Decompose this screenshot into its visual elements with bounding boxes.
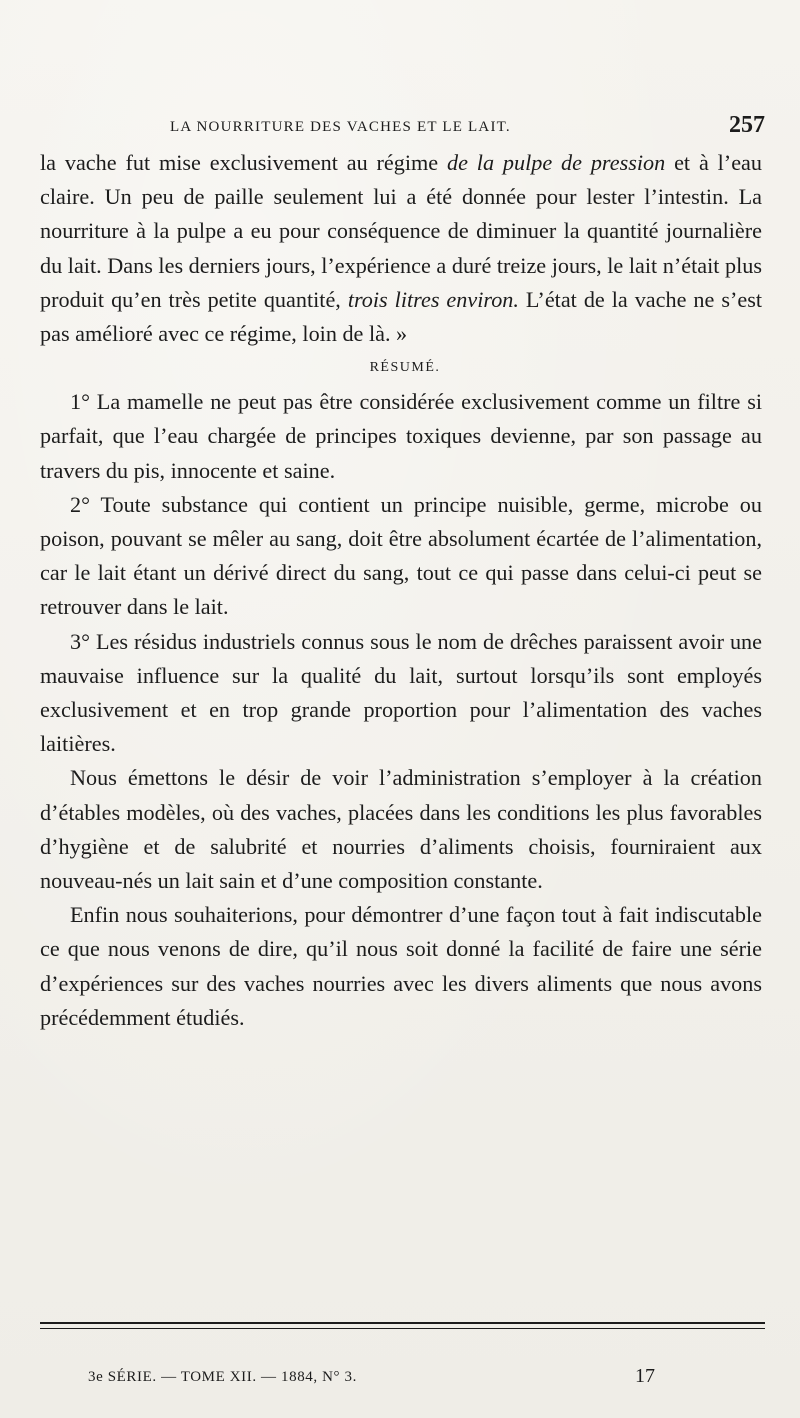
summary-point-1: 1° La mamelle ne peut pas être considérée exclusivement comme un filtre si parfait, que l’eau chargée de principes toxiques devienne, par son passage au travers du pis, innocente et saine. bbox=[40, 389, 762, 483]
intro-text-1: la vache fut mise exclusivement au régime bbox=[40, 150, 447, 175]
body-text bbox=[40, 146, 762, 1035]
series-info: 3e SÉRIE. — TOME XII. — 1884, N° 3. bbox=[88, 1369, 357, 1385]
intro-text-3: L’état de la vache ne s’est pas amélioré avec ce régime, loin de là. » bbox=[40, 286, 763, 347]
end-rule-thin bbox=[40, 1328, 765, 1329]
intro-italic-1: de la pulpe de pression bbox=[446, 150, 666, 175]
running-head bbox=[40, 112, 765, 141]
signature-mark: 17 bbox=[635, 1365, 655, 1387]
closing-paragraph-1: Nous émettons le désir de voir l’administration s’employer à la création d’étables modèles, où des vaches, placées dans les conditions les plus favorables d’hygiène et de salubrité et nourries d’aliments choisis, fourniraient aux nouveau-nés un lait sain et d’une composition constante. bbox=[40, 765, 762, 894]
running-title: LA NOURRITURE DES VACHES ET LE LAIT. bbox=[170, 119, 511, 135]
summary-point-2: 2° Toute substance qui contient un principe nuisible, germe, microbe ou poison, pouvant se mêler au sang, doit être absolument écartée de l’alimentation, car le lait étant un dérivé direct du sang, tout ce qui passe dans celui-ci peut se retrouver dans le lait. bbox=[40, 491, 762, 620]
intro-text-2: et à l’eau claire. Un peu de paille seulement lui a été donnée pour lester l’intestin. La nourriture à la pulpe a eu pour conséquence de diminuer la quantité journalière du lait. Dans les derniers jours, l’expérience a duré treize jours, le lait n’était plus produit qu’en très petite quantité, bbox=[40, 150, 762, 312]
closing-paragraph-2: Enfin nous souhaiterions, pour démontrer d’une façon tout à fait indiscutable ce que nous venons de dire, qu’il nous soit donné la facilité de faire une série d’expériences sur des vaches nourries avec les divers aliments que nous avons précédemment étudiés. bbox=[40, 902, 762, 1030]
intro-paragraph bbox=[40, 146, 762, 351]
section-heading: RÉSUMÉ. bbox=[369, 360, 441, 376]
end-rule bbox=[40, 1322, 765, 1324]
summary-point-3: 3° Les résidus industriels connus sous le nom de drêches paraissent avoir une mauvaise influence sur la qualité du lait, surtout lorsqu’ils sont employés exclusivement et en trop grande proportion pour l’alimentation des vaches laitières. bbox=[40, 628, 762, 757]
intro-italic-2: trois litres environ. bbox=[347, 286, 519, 312]
page-number: 257 bbox=[729, 112, 765, 138]
page-footer bbox=[40, 1367, 765, 1391]
